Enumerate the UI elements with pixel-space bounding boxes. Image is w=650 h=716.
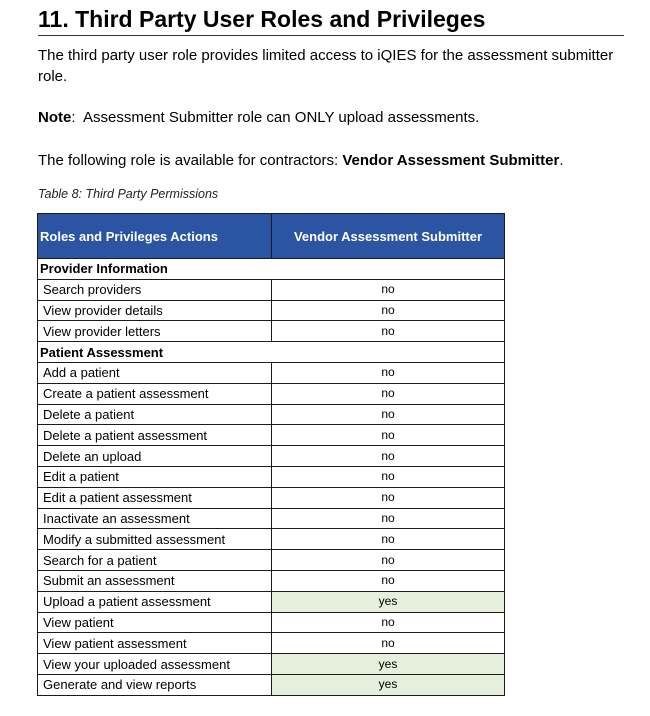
section-blank-cell	[272, 259, 505, 280]
permission-value-cell: yes	[272, 654, 505, 675]
table-row	[38, 362, 505, 383]
action-cell: View patient assessment	[38, 633, 272, 654]
action-cell: View provider letters	[38, 321, 272, 342]
note-label: Note	[38, 109, 72, 126]
availability-role: Vendor Assessment Submitter	[342, 152, 560, 169]
table-row	[38, 279, 505, 300]
permission-value-cell: no	[272, 404, 505, 425]
intro-paragraph: The third party user role provides limited access to iQIES for the assessment submitter role.	[38, 47, 614, 85]
table-row	[38, 570, 505, 591]
note-colon: :	[71, 109, 76, 126]
table-row	[38, 654, 505, 675]
permission-value-cell: no	[272, 487, 505, 508]
permission-value-cell: no	[272, 529, 505, 550]
permission-value-cell: no	[272, 425, 505, 446]
table-row	[38, 466, 505, 487]
section-blank-cell	[272, 342, 505, 363]
header-actions: Roles and Privileges Actions	[38, 214, 272, 259]
note-paragraph	[38, 107, 618, 128]
permission-value-cell: no	[272, 279, 505, 300]
table-row	[38, 383, 505, 404]
permission-value-cell: no	[272, 446, 505, 467]
section-row	[38, 342, 505, 363]
action-cell: Search providers	[38, 279, 272, 300]
table-row	[38, 633, 505, 654]
table-row	[38, 446, 505, 467]
permission-value-cell: yes	[272, 591, 505, 612]
table-caption: Table 8: Third Party Permissions	[38, 187, 219, 201]
permission-value-cell: no	[272, 362, 505, 383]
permission-value-cell: no	[272, 633, 505, 654]
table-row	[38, 674, 505, 695]
permission-value-cell: no	[272, 321, 505, 342]
action-cell: Add a patient	[38, 362, 272, 383]
availability-end: .	[559, 152, 564, 169]
table-row	[38, 591, 505, 612]
table-row	[38, 321, 505, 342]
section-title: Patient Assessment	[38, 342, 272, 363]
table-row	[38, 404, 505, 425]
action-cell: Submit an assessment	[38, 570, 272, 591]
action-cell: View patient	[38, 612, 272, 633]
action-cell: View provider details	[38, 300, 272, 321]
table-row	[38, 550, 505, 571]
action-cell: Upload a patient assessment	[38, 591, 272, 612]
action-cell: Edit a patient	[38, 466, 272, 487]
action-cell: Delete a patient	[38, 404, 272, 425]
table-row	[38, 487, 505, 508]
permission-value-cell: no	[272, 300, 505, 321]
permission-value-cell: no	[272, 466, 505, 487]
table-row	[38, 612, 505, 633]
section-row	[38, 259, 505, 280]
section-title: Provider Information	[38, 259, 272, 280]
action-cell: Inactivate an assessment	[38, 508, 272, 529]
table-body	[38, 259, 505, 696]
action-cell: Search for a patient	[38, 550, 272, 571]
action-cell: Delete an upload	[38, 446, 272, 467]
availability-text: The following role is available for contractors:	[38, 152, 343, 169]
action-cell: Edit a patient assessment	[38, 487, 272, 508]
permission-value-cell: no	[272, 612, 505, 633]
header-vendor-assessment-submitter: Vendor Assessment Submitter	[272, 214, 505, 259]
page-title: 11. Third Party User Roles and Privileges	[38, 4, 624, 36]
action-cell: Generate and view reports	[38, 674, 272, 695]
permission-value-cell: yes	[272, 674, 505, 695]
table-row	[38, 425, 505, 446]
action-cell: Create a patient assessment	[38, 383, 272, 404]
permission-value-cell: no	[272, 550, 505, 571]
table-row	[38, 529, 505, 550]
action-cell: Delete a patient assessment	[38, 425, 272, 446]
permission-value-cell: no	[272, 570, 505, 591]
action-cell: View your uploaded assessment	[38, 654, 272, 675]
table-header-row	[38, 214, 505, 259]
table-row	[38, 508, 505, 529]
availability-paragraph	[38, 150, 618, 171]
permission-value-cell: no	[272, 508, 505, 529]
table-row	[38, 300, 505, 321]
action-cell: Modify a submitted assessment	[38, 529, 272, 550]
note-text: Assessment Submitter role can ONLY upload assessments.	[83, 109, 480, 126]
permissions-table	[37, 213, 505, 696]
permission-value-cell: no	[272, 383, 505, 404]
